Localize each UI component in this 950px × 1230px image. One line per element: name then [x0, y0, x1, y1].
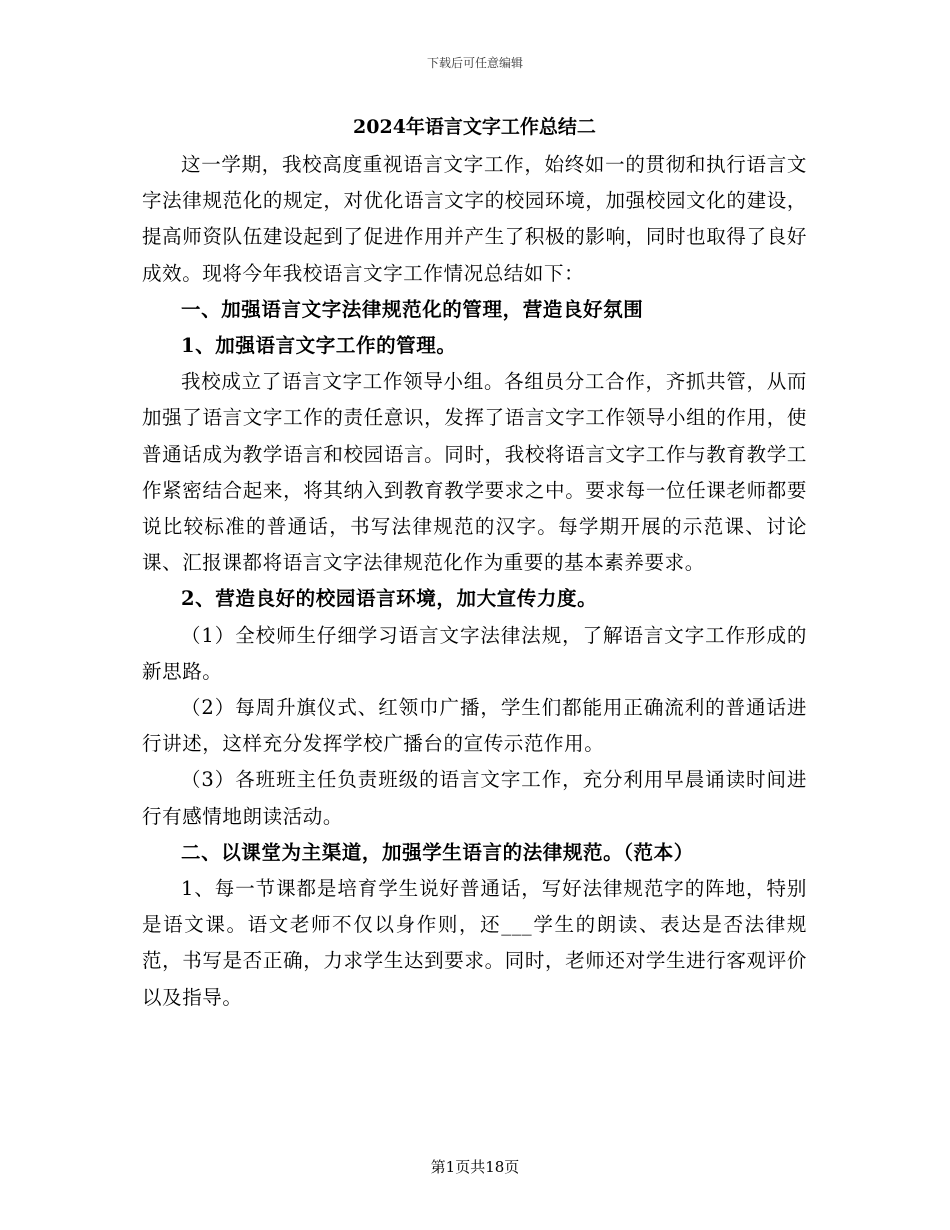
body-paragraph: 1、每一节课都是培育学生说好普通话，写好法律规范字的阵地，特别是语文课。语文老师不仅以身作则，还___学生的朗读、表达是否法律规范，书写是否正确，力求学生达到要求。同时，老师还对学生进行客观评价以及指导。: [142, 877, 807, 1009]
intro-paragraph: 这一学期，我校高度重视语言文字工作，始终如一的贯彻和执行语言文字法律规范化的规定，对优化语言文字的校园环境，加强校园文化的建设，提高师资队伍建设起到了促进作用并产生了积极的影响，同时也取得了良好成效。现将今年我校语言文字工作情况总结如下：: [142, 153, 807, 285]
section-heading-2: 二、以课堂为主渠道，加强学生语言的法律规范。（范本）: [181, 840, 694, 864]
subsection-heading-1-1: 1、加强语言文字工作的管理。: [181, 334, 457, 358]
page-footer: 第1页共18页: [430, 1158, 520, 1176]
body-paragraph: 我校成立了语言文字工作领导小组。各组员分工合作，齐抓共管，从而加强了语言文字工作的责任意识，发挥了语言文字工作领导小组的作用，使普通话成为教学语言和校园语言。同时，我校将语言文字工作与教育教学工作紧密结合起来，将其纳入到教育教学要求之中。要求每一位任课老师都要说比较标准的普通话，书写法律规范的汉字。每学期开展的示范课、讨论课、汇报课都将语言文字法律规范化作为重要的基本素养要求。: [142, 370, 807, 575]
section-heading-1: 一、加强语言文字法律规范化的管理，营造良好氛围: [181, 297, 644, 321]
header-note: 下载后可任意编辑: [426, 56, 523, 70]
subsection-heading-1-2: 2、营造良好的校园语言环境，加大宣传力度。: [181, 587, 598, 611]
document-body: [142, 113, 807, 1016]
document-title: 2024年语言文字工作总结二: [353, 116, 596, 138]
list-item: （3）各班班主任负责班级的语言文字工作，充分利用早晨诵读时间进行有感情地朗读活动。: [142, 768, 807, 828]
list-item: （1）全校师生仔细学习语言文字法律法规，了解语言文字工作形成的新思路。: [142, 623, 807, 683]
list-item: （2）每周升旗仪式、红领巾广播，学生们都能用正确流利的普通话进行讲述，这样充分发挥学校广播台的宣传示范作用。: [142, 696, 807, 756]
